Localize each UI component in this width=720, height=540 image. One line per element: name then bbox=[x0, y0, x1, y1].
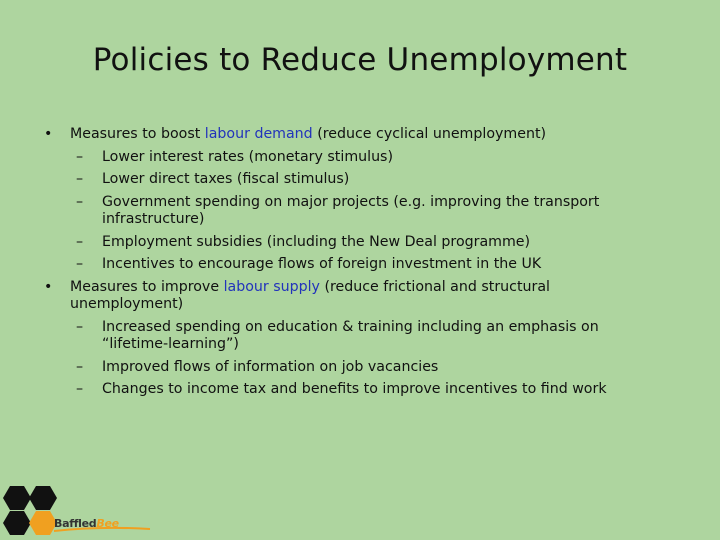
bullet-marker: • bbox=[44, 126, 53, 142]
hexagon-orange bbox=[29, 511, 57, 535]
subitem bbox=[44, 319, 664, 354]
subitem bbox=[44, 234, 664, 252]
baffledbee-logo-icon bbox=[0, 476, 170, 540]
logo-text-accent: Bee bbox=[96, 517, 119, 530]
subitem bbox=[44, 359, 664, 377]
dash-marker: – bbox=[76, 381, 84, 397]
subitem-text: Improved flows of information on job vacancies bbox=[102, 358, 439, 375]
hexagon-black-bottom bbox=[3, 511, 31, 535]
dash-marker: – bbox=[76, 148, 84, 165]
dash-marker: – bbox=[76, 318, 84, 335]
subitem-text: Lower interest rates (monetary stimulus) bbox=[102, 148, 393, 165]
hexagon-black-right bbox=[29, 486, 57, 510]
dash-marker: – bbox=[76, 171, 84, 187]
hexagon-black-left bbox=[3, 486, 31, 510]
bullet-labour-supply bbox=[44, 279, 664, 314]
bullet-list bbox=[44, 126, 664, 404]
subitem-text: Incentives to encourage flows of foreign investment in the UK bbox=[102, 256, 542, 272]
bullet-labour-demand bbox=[44, 126, 664, 144]
bullet-text-before: Measures to improve bbox=[70, 278, 224, 295]
subitem-text: Lower direct taxes (fiscal stimulus) bbox=[102, 171, 350, 187]
subitem bbox=[44, 381, 664, 399]
subitem-text: Employment subsidies (including the New Deal programme) bbox=[102, 233, 531, 250]
subitem bbox=[44, 149, 664, 167]
dash-marker: – bbox=[76, 233, 84, 250]
dash-marker: – bbox=[76, 256, 84, 272]
subitem-text: Increased spending on education & training including an emphasis on “lifetime-learning”) bbox=[102, 318, 599, 352]
highlight-labour-supply: labour supply bbox=[223, 278, 320, 295]
subitem bbox=[44, 194, 664, 229]
subitem bbox=[44, 171, 664, 189]
subitem-text: Changes to income tax and benefits to improve incentives to find work bbox=[102, 381, 607, 397]
bullet-text-after: (reduce cyclical unemployment) bbox=[312, 126, 547, 142]
dash-marker: – bbox=[76, 193, 84, 210]
logo-text-main: Baffled bbox=[54, 517, 97, 530]
subitem bbox=[44, 256, 664, 274]
highlight-labour-demand: labour demand bbox=[204, 126, 313, 142]
dash-marker: – bbox=[76, 358, 84, 375]
bullet-text-after: (reduce frictional and structural unemployment) bbox=[70, 278, 550, 312]
logo-text bbox=[54, 517, 119, 530]
bullet-text-before: Measures to boost bbox=[70, 126, 205, 142]
bullet-marker: • bbox=[44, 278, 53, 295]
slide-title: Policies to Reduce Unemployment bbox=[92, 42, 628, 78]
subitem-text: Government spending on major projects (e.g. improving the transport infrastructure) bbox=[102, 193, 600, 227]
